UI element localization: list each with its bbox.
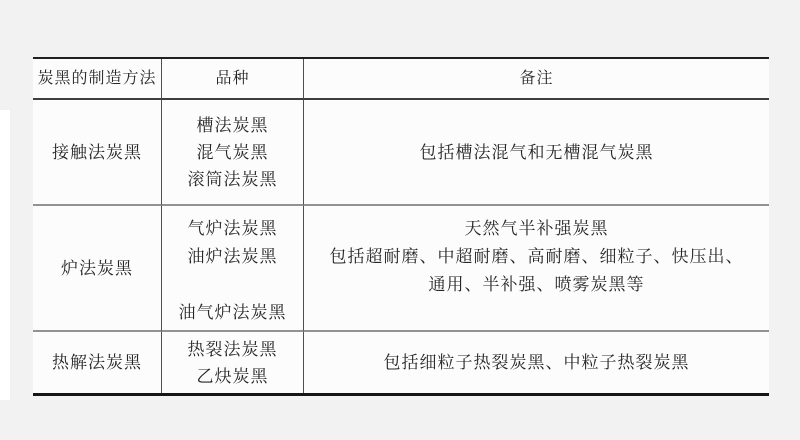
remark-line: 包括细粒子热裂炭黑、中粒子热裂炭黑 — [383, 353, 690, 372]
variety-line: 混气炭黑 — [196, 142, 269, 162]
variety-line: 滚筒法炭黑 — [187, 169, 278, 189]
header-cell-variety — [162, 59, 304, 100]
cell-method-contact — [33, 100, 162, 206]
remark-line: 天然气半补强炭黑 — [464, 219, 609, 238]
method-label: 热解法炭黑 — [52, 353, 142, 372]
cell-varieties-furnace — [162, 206, 304, 332]
variety-line: 油气炉法炭黑 — [178, 303, 287, 322]
variety-line: 乙炔炭黑 — [196, 366, 269, 386]
remark-line: 包括超耐磨、中超耐磨、高耐磨、细粒子、快压出、 — [329, 247, 744, 266]
remark-line: 包括槽法混气和无槽混气炭黑 — [419, 142, 654, 162]
cell-method-thermal — [33, 332, 162, 393]
header-label-remarks: 备注 — [519, 70, 554, 87]
method-label: 接触法炭黑 — [52, 142, 142, 162]
variety-line: 热裂法炭黑 — [187, 339, 278, 359]
variety-line: 槽法炭黑 — [196, 115, 269, 135]
carbon-black-classification-table — [33, 57, 769, 396]
cell-remarks-contact — [304, 100, 769, 206]
cell-remarks-thermal — [304, 332, 769, 393]
cell-varieties-contact — [162, 100, 304, 206]
variety-line: 油炉法炭黑 — [187, 247, 278, 266]
cell-varieties-thermal — [162, 332, 304, 393]
header-label-method: 炭黑的制造方法 — [37, 70, 157, 87]
method-label: 炉法炭黑 — [61, 258, 133, 278]
header-label-variety: 品种 — [215, 70, 250, 87]
cell-method-furnace — [33, 206, 162, 332]
cell-remarks-furnace — [304, 206, 769, 332]
remark-line: 通用、半补强、喷雾炭黑等 — [428, 275, 645, 294]
scan-margin-artifact — [0, 110, 10, 400]
variety-line: 气炉法炭黑 — [187, 219, 278, 238]
header-cell-remarks — [304, 59, 769, 100]
header-cell-method — [33, 59, 162, 100]
